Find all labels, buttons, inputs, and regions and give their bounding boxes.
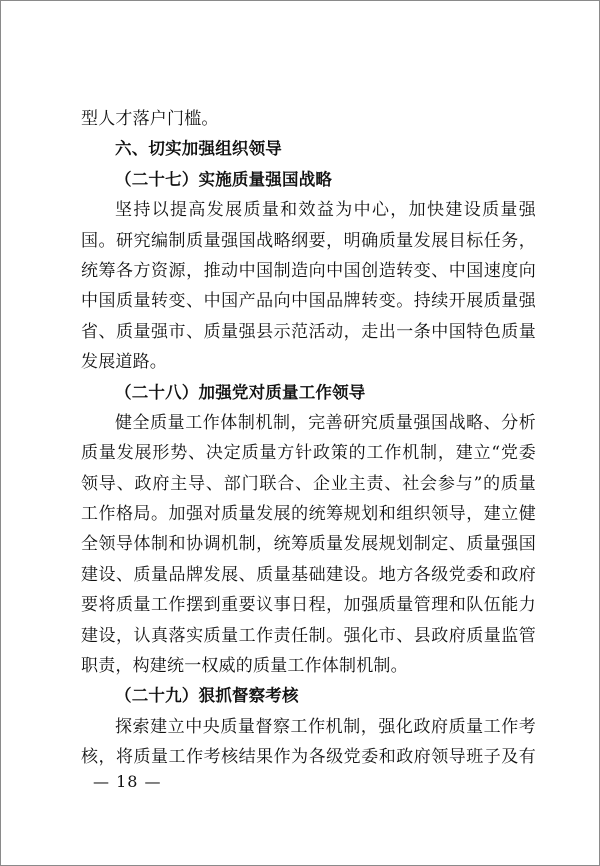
document-body — [81, 104, 536, 773]
paragraph-line: 全领导体制和协调机制，统筹质量发展规划制定、质量强国 — [81, 534, 536, 555]
paragraph-line: 发展道路。 — [81, 352, 167, 373]
paragraph-line: 型人才落户门槛。 — [81, 109, 219, 129]
section-heading: 六、切实加强组织领导 — [115, 139, 282, 159]
paragraph-line: 质量发展形势、决定质量方针政策的工作机制，建立“党委 — [81, 443, 536, 464]
paragraph-line: 要将质量工作摆到重要议事日程，加强质量管理和队伍能力 — [81, 595, 536, 616]
paragraph-line: 领导、政府主导、部门联合、企业主责、社会参与”的质量 — [81, 473, 536, 494]
paragraph-line: 工作格局。加强对质量发展的统筹规划和组织领导，建立健 — [81, 504, 536, 525]
paragraph-line: 统筹各方资源，推动中国制造向中国创造转变、中国速度向 — [81, 260, 536, 281]
paragraph-line: 职责，构建统一权威的质量工作体制机制。 — [81, 656, 408, 677]
subsection-heading: （二十八）加强党对质量工作领导 — [115, 382, 366, 402]
subsection-heading: （二十七）实施质量强国战略 — [115, 169, 333, 189]
paragraph-line: 健全质量工作体制机制，完善研究质量强国战略、分析 — [115, 412, 536, 433]
subsection-heading: （二十九）狠抓督察考核 — [115, 686, 299, 706]
page-number: — 18 — — [93, 772, 162, 791]
paragraph-line: 探索建立中央质量督察工作机制，强化政府质量工作考 — [115, 716, 536, 737]
paragraph-line: 国。研究编制质量强国战略纲要，明确质量发展目标任务， — [81, 230, 536, 251]
paragraph-line: 中国质量转变、中国产品向中国品牌转变。持续开展质量强 — [81, 291, 536, 312]
paragraph-line: 省、质量强市、质量强县示范活动，走出一条中国特色质量 — [81, 321, 536, 342]
paragraph-line: 坚持以提高发展质量和效益为中心，加快建设质量强 — [115, 200, 536, 221]
paragraph-line: 建设、质量品牌发展、质量基础建设。地方各级党委和政府 — [81, 564, 536, 585]
paragraph-line: 核，将质量工作考核结果作为各级党委和政府领导班子及有 — [81, 747, 536, 768]
paragraph-line: 建设，认真落实质量工作责任制。强化市、县政府质量监管 — [81, 625, 536, 646]
